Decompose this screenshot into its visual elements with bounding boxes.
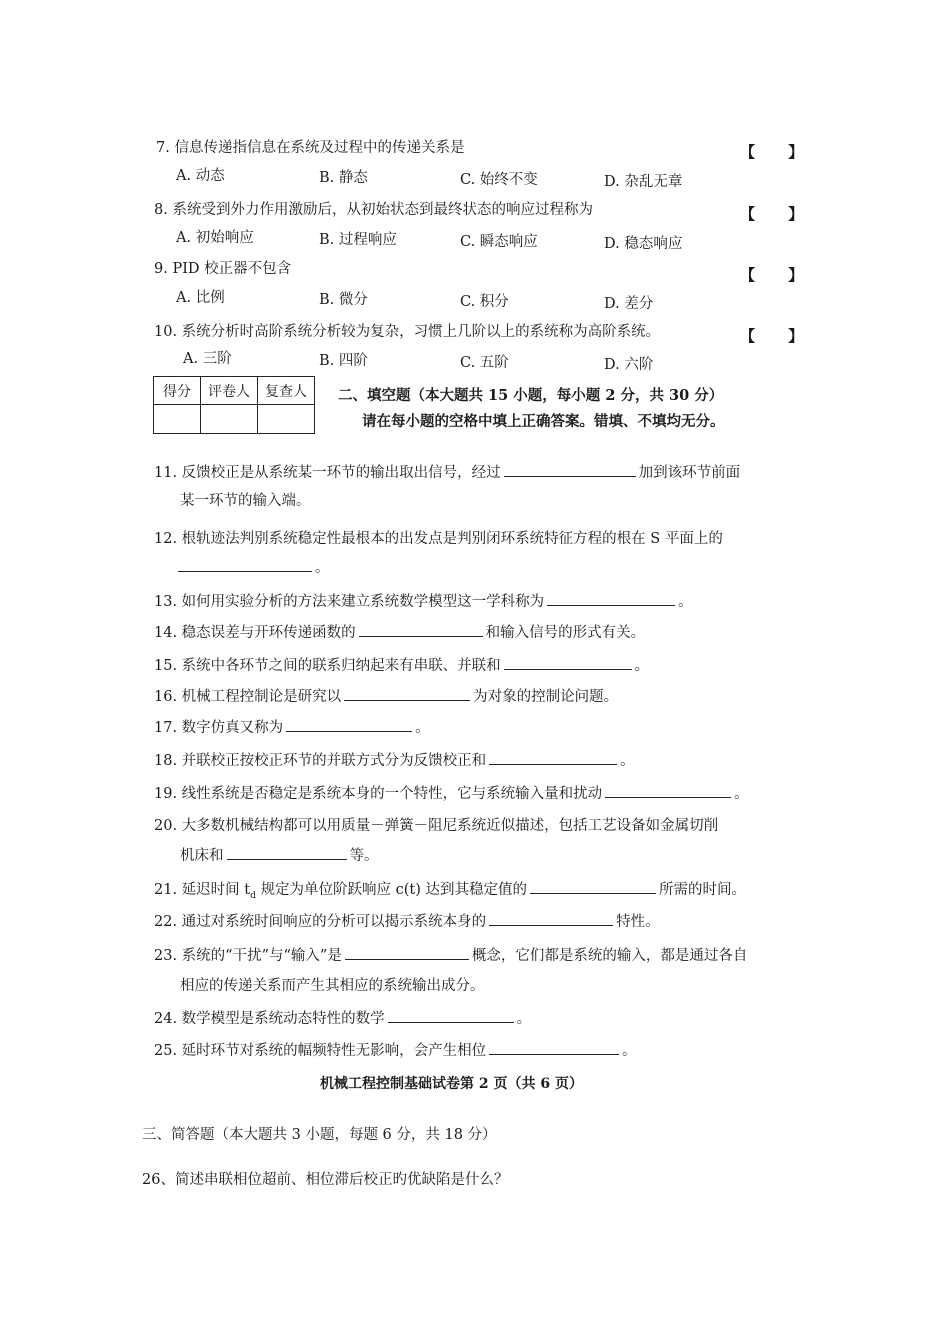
answer-bracket-10: 【 】 [740, 327, 818, 345]
answer-blank-23[interactable] [345, 945, 469, 960]
question-24: 24. 数学模型是系统动态特性的数学 。 [154, 1007, 531, 1028]
reviewer-header: 复查人 [258, 377, 315, 405]
score-cell[interactable] [154, 405, 201, 434]
grader-header: 评卷人 [201, 377, 258, 405]
q7-option-a: A. 动态 [176, 168, 225, 184]
answer-blank-16[interactable] [344, 686, 470, 701]
answer-blank-20[interactable] [227, 845, 347, 860]
answer-blank-22[interactable] [489, 911, 613, 926]
question-17: 17. 数字仿真又称为 。 [154, 716, 430, 737]
question-20: 20. 大多数机械结构都可以用质量－弹簧－阻尼系统近似描述，包括工艺设备如金属切削 [154, 818, 719, 834]
question-13: 13. 如何用实验分析的方法来建立系统数学模型这一学科称为 。 [154, 590, 693, 611]
q7-option-d: D. 杂乱无章 [604, 174, 683, 190]
question-25: 25. 延时环节对系统的幅频特性无影响，会产生相位 。 [154, 1039, 637, 1060]
question-26: 26、简述串联相位超前、相位滞后校正旳优缺陷是什么？ [142, 1172, 509, 1188]
question-7-stem: 7. 信息传递指信息在系统及过程中的传递关系是 [156, 140, 465, 156]
q7-option-b: B. 静态 [319, 170, 368, 186]
question-9-stem: 9. PID 校正器不包含 [154, 261, 292, 277]
section-2-title: 二、填空题（本大题共 15 小题，每小题 2 分，共 30 分） [338, 387, 724, 404]
question-8-stem: 8. 系统受到外力作用激励后，从初始状态到最终状态的响应过程称为 [154, 202, 593, 218]
answer-blank-24[interactable] [388, 1008, 514, 1023]
answer-blank-13[interactable] [547, 591, 675, 606]
reviewer-cell[interactable] [258, 405, 315, 434]
answer-blank-19[interactable] [605, 783, 731, 798]
q8-option-a: A. 初始响应 [176, 230, 254, 246]
question-12: 12. 根轨迹法判别系统稳定性最根本的出发点是判别闭环系统特征方程的根在 S 平面上的 [154, 531, 723, 547]
section-2-instructions: 请在每小题的空格中填上正确答案。错填、不填均无分。 [362, 413, 725, 430]
answer-blank-15[interactable] [504, 655, 632, 670]
answer-blank-17[interactable] [286, 717, 412, 732]
q9-option-d: D. 差分 [604, 296, 654, 312]
q10-option-b: B. 四阶 [319, 353, 368, 369]
q8-option-d: D. 稳态响应 [604, 236, 683, 252]
grader-cell[interactable] [201, 405, 258, 434]
answer-blank-25[interactable] [489, 1040, 619, 1055]
q10-option-a: A. 三阶 [183, 351, 232, 367]
question-20-cont: 机床和 等。 [180, 844, 379, 865]
question-16: 16. 机械工程控制论是研究以 为对象的控制论问题。 [154, 685, 618, 706]
answer-blank-12[interactable] [178, 557, 312, 572]
q8-option-b: B. 过程响应 [319, 232, 397, 248]
section-3-title: 三、简答题（本大题共 3 小题，每题 6 分，共 18 分） [142, 1127, 497, 1143]
answer-bracket-7: 【 】 [740, 143, 818, 161]
q10-option-d: D. 六阶 [604, 357, 654, 373]
question-14: 14. 稳态误差与开环传递函数的 和输入信号的形式有关。 [154, 621, 645, 642]
question-23: 23. 系统的“干扰”与“输入”是 概念，它们都是系统的输入，都是通过各自 [154, 944, 747, 965]
q10-option-c: C. 五阶 [460, 355, 509, 371]
answer-bracket-9: 【 】 [740, 266, 818, 284]
q9-option-a: A. 比例 [176, 290, 225, 306]
score-table [153, 376, 315, 434]
question-15: 15. 系统中各环节之间的联系归纳起来有串联、并联和 。 [154, 654, 649, 675]
answer-blank-21[interactable] [530, 879, 656, 894]
question-23-cont: 相应的传递关系而产生其相应的系统输出成分。 [180, 978, 485, 994]
q8-option-c: C. 瞬态响应 [460, 234, 538, 250]
q7-option-c: C. 始终不变 [460, 172, 538, 188]
q9-option-c: C. 积分 [460, 294, 509, 310]
answer-bracket-8: 【 】 [740, 205, 818, 223]
page-footer: 机械工程控制基础试卷第 2 页（共 6 页） [320, 1076, 583, 1092]
q9-option-b: B. 微分 [319, 292, 368, 308]
question-19: 19. 线性系统是否稳定是系统本身的一个特性，它与系统输入量和扰动 。 [154, 782, 749, 803]
question-22: 22. 通过对系统时间响应的分析可以揭示系统本身的 特性。 [154, 910, 660, 931]
score-header: 得分 [154, 377, 201, 405]
answer-blank-11[interactable] [504, 462, 636, 477]
question-18: 18. 并联校正按校正环节的并联方式分为反馈校正和 。 [154, 749, 635, 770]
question-21: 21. 延迟时间 $t_d$ 规定为单位阶跃响应 c(t) 达到其稳定值的 所需的时间。 [154, 878, 746, 901]
question-12-cont: 。 [178, 556, 330, 577]
answer-blank-18[interactable] [489, 750, 617, 765]
answer-blank-14[interactable] [359, 622, 483, 637]
question-11-cont: 某一环节的输入端。 [180, 493, 311, 509]
question-11: 11. 反馈校正是从系统某一环节的输出取出信号，经过 加到该环节前面 [154, 461, 740, 482]
question-10-stem: 10. 系统分析时高阶系统分析较为复杂，习惯上几阶以上的系统称为高阶系统。 [154, 324, 661, 340]
